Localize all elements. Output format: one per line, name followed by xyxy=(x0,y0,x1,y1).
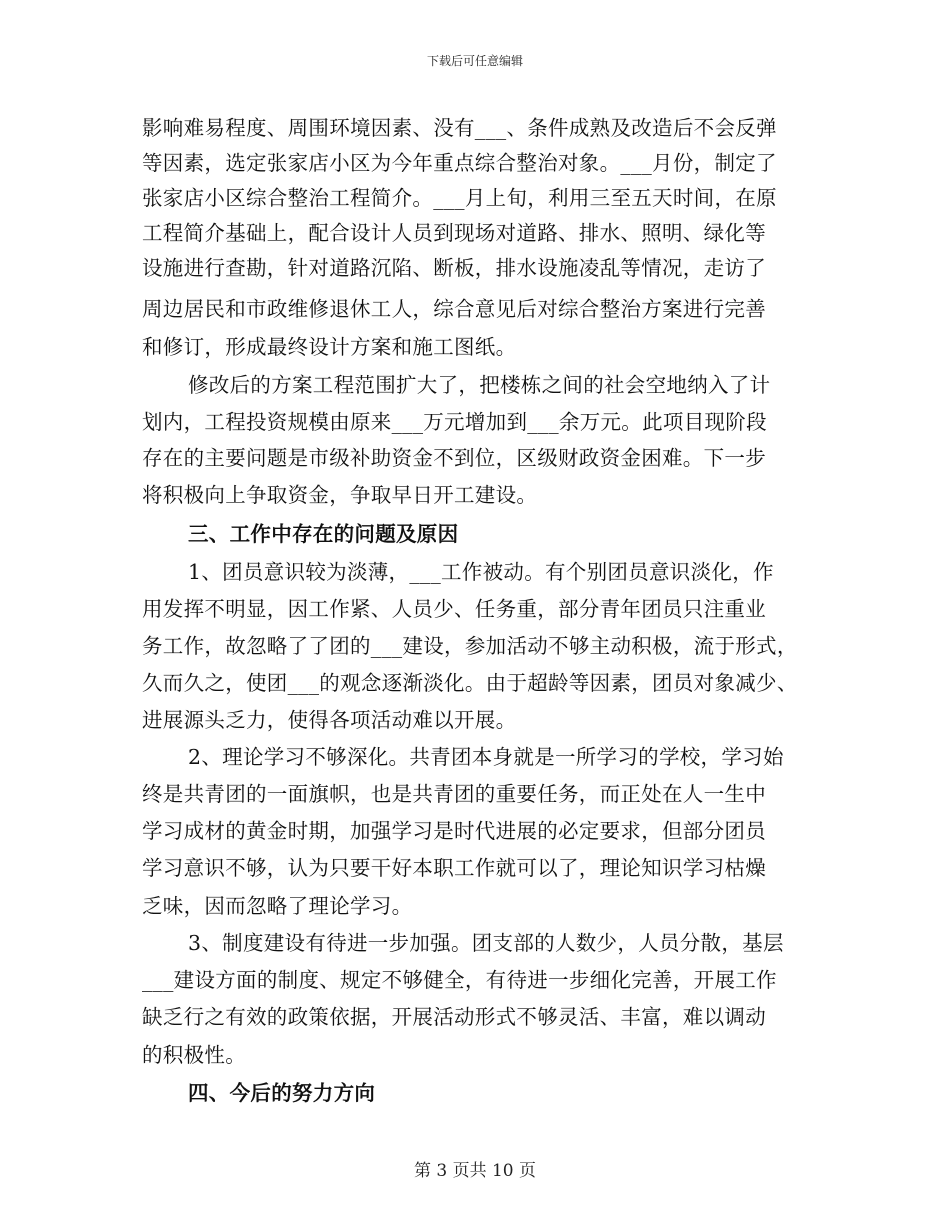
paragraph-first-line: 2、理论学习不够深化。共青团本身就是一所学习的学校，学习始 xyxy=(188,745,784,769)
page-footer: 第 3 页共 10 页 xyxy=(413,1161,537,1181)
body-line: 终是共青团的一面旗帜，也是共青团的重要任务，而正处在人一生中 xyxy=(142,782,766,806)
body-line: 设施进行查勘，针对道路沉陷、断板，排水设施凌乱等情况，走访了 xyxy=(142,256,766,280)
body-line: 周边居民和市政维修退休工人，综合意见后对综合整治方案进行完善 xyxy=(142,297,766,321)
body-line: 和修订，形成最终设计方案和施工图纸。 xyxy=(142,335,517,359)
body-line: 存在的主要问题是市级补助资金不到位，区级财政资金困难。下一步 xyxy=(142,446,766,470)
body-line: 缺乏行之有效的政策依据，开展活动形式不够灵活、丰富，难以调动 xyxy=(142,1005,766,1029)
body-line: 久而久之，使团___的观念逐渐淡化。由于超龄等因素，团员对象减少、 xyxy=(142,671,798,695)
paragraph-first-line: 1、团员意识较为淡薄，___工作被动。有个别团员意识淡化，作 xyxy=(188,560,774,584)
body-line: 划内，工程投资规模由原来___万元增加到___余万元。此项目现阶段 xyxy=(142,410,767,434)
body-line: 进展源头乏力，使得各项活动难以开展。 xyxy=(142,708,517,732)
body-line: 乏味，因而忽略了理论学习。 xyxy=(142,894,413,918)
body-line: 等因素，选定张家店小区为今年重点综合整治对象。___月份，制定了 xyxy=(142,151,777,175)
body-line: 用发挥不明显，因工作紧、人员少、任务重，部分青年团员只注重业 xyxy=(142,597,766,621)
body-line: 工程简介基础上，配合设计人员到现场对道路、排水、照明、绿化等 xyxy=(142,221,766,245)
body-line: 务工作，故忽略了了团的___建设，参加活动不够主动积极，流于形式， xyxy=(142,634,798,658)
paragraph-first-line: 3、制度建设有待进一步加强。团支部的人数少，人员分散，基层 xyxy=(188,931,784,955)
page-header: 下载后可任意编辑 xyxy=(426,54,523,68)
body-line: 的积极性。 xyxy=(142,1043,246,1067)
section-heading: 四、今后的努力方向 xyxy=(188,1081,376,1105)
paragraph-first-line: 修改后的方案工程范围扩大了，把楼栋之间的社会空地纳入了计 xyxy=(188,373,771,397)
section-heading: 三、工作中存在的问题及原因 xyxy=(188,522,459,546)
body-line: 张家店小区综合整治工程简介。___月上旬，利用三至五天时间，在原 xyxy=(142,186,777,210)
body-line: 影响难易程度、周围环境因素、没有___、条件成熟及改造后不会反弹 xyxy=(142,116,777,140)
body-line: 学习意识不够，认为只要干好本职工作就可以了，理论知识学习枯燥 xyxy=(142,856,766,880)
body-line: 将积极向上争取资金，争取早日开工建设。 xyxy=(142,483,538,507)
body-line: ___建设方面的制度、规定不够健全，有待进一步细化完善，开展工作 xyxy=(142,968,777,992)
body-line: 学习成材的黄金时期，加强学习是时代进展的必定要求，但部分团员 xyxy=(142,819,766,843)
